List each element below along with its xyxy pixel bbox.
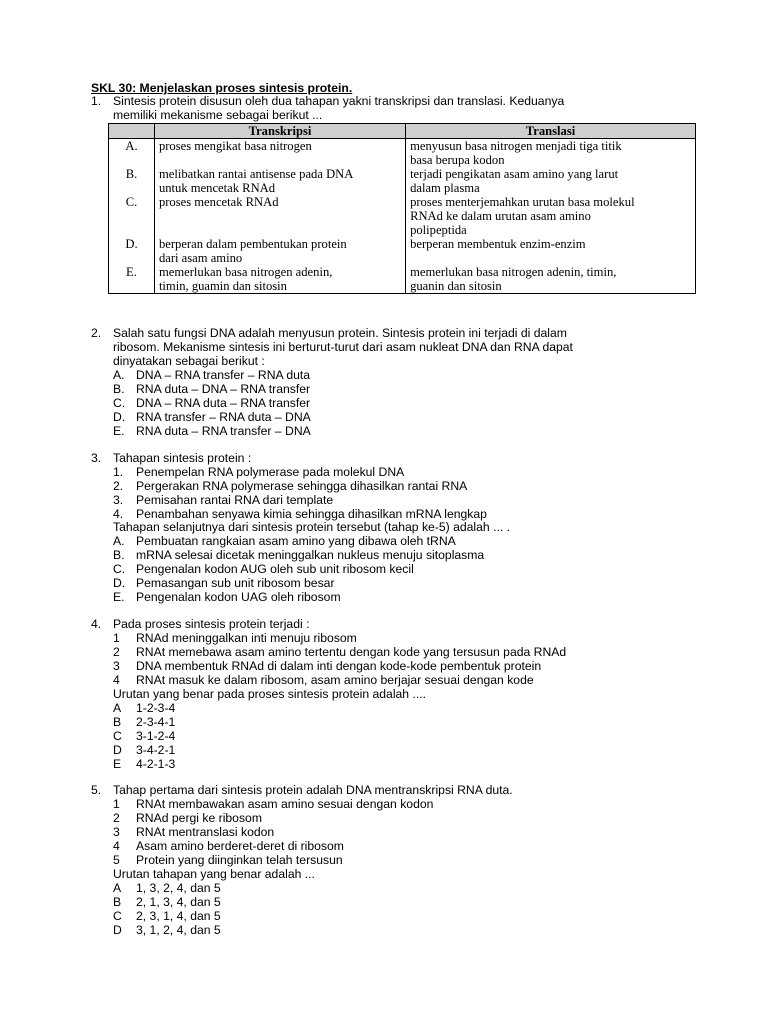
q4-option-c-text: 3-1-2-4 [136, 729, 176, 743]
q3-step-3-num: 3. [113, 493, 124, 507]
q3-step-2-text: Pergerakan RNA polymerase sehingga dihasilkan rantai RNA [136, 479, 468, 493]
q3-step-4-text: Penambahan senyawa kimia sehingga dihasilkan mRNA lengkap [136, 507, 487, 521]
cell-text: memerlukan basa nitrogen adenin, timin, [410, 265, 617, 279]
row-letter: B. [109, 167, 155, 195]
q5-option-c-text: 2, 3, 1, 4, dan 5 [136, 909, 221, 923]
q4-option-d-letter: D [113, 743, 122, 757]
q5-step-5-text: Protein yang diinginkan telah tersusun [136, 853, 343, 867]
cell-text: basa berupa kodon [410, 153, 505, 167]
q5-step-1-text: RNAt membawakan asam amino sesuai dengan kodon [136, 797, 434, 811]
q3-option-c-letter: C. [113, 562, 126, 576]
table-header-transkripsi: Transkripsi [154, 124, 405, 139]
q4-option-d-text: 3-4-2-1 [136, 743, 176, 757]
q3-step-4-num: 4. [113, 507, 124, 521]
row-letter: D. [109, 237, 155, 265]
q2-option-c-letter: C. [113, 396, 126, 410]
q4-step-3-text: DNA membentuk RNAd di dalam inti dengan kode-kode pembentuk protein [136, 659, 542, 673]
cell-text: dalam plasma [410, 181, 480, 195]
q2-option-e-text: RNA duta – RNA transfer – DNA [136, 424, 311, 438]
translasi-cell [406, 237, 696, 265]
q4-step-4-text: RNAt masuk ke dalam ribosom, asam amino berjajar sesuai dengan kode [136, 673, 534, 687]
q5-step-3-text: RNAt mentranslasi kodon [136, 825, 275, 839]
q3-option-c-text: Pengenalan kodon AUG oleh sub unit ribosom kecil [136, 562, 414, 576]
cell-text: timin, guamin dan sitosin [158, 279, 287, 293]
transkripsi-cell [154, 139, 405, 168]
cell-text: proses menterjemahkan urutan basa molekul [410, 195, 635, 209]
q2-option-b-letter: B. [113, 382, 125, 396]
cell-text: berperan membentuk enzim-enzim [410, 237, 586, 251]
q2-option-c-text: DNA – RNA duta – RNA transfer [136, 396, 311, 410]
table-row [109, 237, 696, 265]
cell-text: berperan dalam pembentukan protein [158, 237, 347, 251]
q2-option-a-letter: A. [113, 368, 125, 382]
row-letter: C. [109, 195, 155, 237]
q3-step-1-num: 1. [113, 465, 124, 479]
cell-text: menyusun basa nitrogen menjadi tiga titik [410, 139, 622, 153]
q2-option-d-text: RNA transfer – RNA duta – DNA [136, 410, 311, 424]
q2-text-line1: Salah satu fungsi DNA adalah menyusun protein. Sintesis protein ini terjadi di dalam [113, 326, 567, 340]
q3-step-1-text: Penempelan RNA polymerase pada molekul DNA [136, 465, 405, 479]
cell-text: dari asam amino [158, 251, 243, 265]
q3-option-d-letter: D. [113, 576, 126, 590]
q4-option-b-text: 2-3-4-1 [136, 715, 176, 729]
q5-step-5-num: 5 [113, 853, 120, 867]
table-row [109, 265, 696, 294]
q4-step-1-text: RNAd meninggalkan inti menuju ribosom [136, 631, 357, 645]
q5-text-line1: Tahap pertama dari sintesis protein adalah DNA mentranskripsi RNA duta. [113, 783, 513, 797]
q4-option-e-letter: E [113, 757, 122, 771]
translasi-cell [406, 265, 696, 294]
q4-step-1-num: 1 [113, 631, 120, 645]
q3-option-b-text: mRNA selesai dicetak meninggalkan nukleus menuju sitoplasma [136, 548, 485, 562]
q5-step-3-num: 3 [113, 825, 120, 839]
cell-text: guanin dan sitosin [410, 279, 502, 293]
q5-step-2-num: 2 [113, 811, 120, 825]
q1-number: 1. [91, 94, 102, 108]
q5-step-4-text: Asam amino berderet-deret di ribosom [136, 839, 344, 853]
q4-text-line1: Pada proses sintesis protein terjadi : [113, 617, 310, 631]
q4-step-3-num: 3 [113, 659, 120, 673]
q2-number: 2. [91, 326, 102, 340]
table-header-row [109, 124, 696, 139]
q1-comparison-table [108, 123, 696, 294]
transkripsi-cell [154, 265, 405, 294]
translasi-cell [406, 167, 696, 195]
q4-option-a-text: 1-2-3-4 [136, 701, 176, 715]
q3-option-d-text: Pemasangan sub unit ribosom besar [136, 576, 335, 590]
q3-step-3-text: Pemisahan rantai RNA dari template [136, 493, 334, 507]
table-row [109, 139, 696, 168]
q5-option-b-text: 2, 1, 3, 4, dan 5 [136, 895, 221, 909]
q3-option-b-letter: B. [113, 548, 125, 562]
q2-option-a-text: DNA – RNA transfer – RNA duta [136, 368, 311, 382]
q3-option-e-letter: E. [113, 590, 125, 604]
q4-option-c-letter: C [113, 729, 122, 743]
q5-option-b-letter: B [113, 895, 122, 909]
cell-text: memerlukan basa nitrogen adenin, [158, 265, 333, 279]
table-header-translasi: Translasi [406, 124, 696, 139]
translasi-cell [406, 139, 696, 168]
q3-option-a-letter: A. [113, 534, 125, 548]
q3-number: 3. [91, 451, 102, 465]
q3-question: Tahapan selanjutnya dari sintesis protein tersebut (tahap ke-5) adalah ... . [113, 520, 511, 534]
q5-step-1-num: 1 [113, 797, 120, 811]
page-heading: SKL 30: Menjelaskan proses sintesis protein. [91, 81, 353, 95]
cell-text: untuk mencetak RNAd [158, 181, 276, 195]
q5-option-c-letter: C [113, 909, 122, 923]
q5-step-4-num: 4 [113, 839, 120, 853]
table-header-blank [109, 124, 155, 139]
table-row [109, 195, 696, 237]
q5-option-a-text: 1, 3, 2, 4, dan 5 [136, 881, 221, 895]
q3-step-2-num: 2. [113, 479, 124, 493]
q4-number: 4. [91, 617, 102, 631]
q2-option-e-letter: E. [113, 424, 125, 438]
q2-text-line3: dinyatakan sebagai berikut : [113, 354, 265, 368]
transkripsi-cell [154, 195, 405, 237]
q1-text-line1: Sintesis protein disusun oleh dua tahapan yakni transkripsi dan translasi. Keduanya [113, 94, 565, 108]
transkripsi-cell [154, 237, 405, 265]
q4-option-b-letter: B [113, 715, 122, 729]
q5-number: 5. [91, 783, 102, 797]
q3-option-a-text: Pembuatan rangkaian asam amino yang dibawa oleh tRNA [136, 534, 456, 548]
q2-option-b-text: RNA duta – DNA – RNA transfer [136, 382, 311, 396]
q5-option-d-text: 3, 1, 2, 4, dan 5 [136, 923, 221, 937]
q4-option-a-letter: A [113, 701, 122, 715]
q4-step-4-num: 4 [113, 673, 120, 687]
transkripsi-cell [154, 167, 405, 195]
q5-option-d-letter: D [113, 923, 122, 937]
q3-text-line1: Tahapan sintesis protein : [113, 451, 252, 465]
cell-text: RNAd ke dalam urutan asam amino [410, 209, 591, 223]
q4-step-2-text: RNAt memebawa asam amino tertentu dengan kode yang tersusun pada RNAd [136, 645, 567, 659]
q5-question: Urutan tahapan yang benar adalah ... [113, 867, 315, 881]
cell-text: polipeptida [410, 223, 467, 237]
q4-step-2-num: 2 [113, 645, 120, 659]
q1-text-line2: memiliki mekanisme sebagai berikut ... [113, 108, 323, 122]
cell-text: proses mencetak RNAd [158, 195, 279, 209]
cell-text: terjadi pengikatan asam amino yang larut [410, 167, 619, 181]
table-row [109, 167, 696, 195]
cell-text: melibatkan rantai antisense pada DNA [158, 167, 354, 181]
row-letter: E. [109, 265, 155, 294]
cell-text: proses mengikat basa nitrogen [158, 139, 312, 153]
q3-option-e-text: Pengenalan kodon UAG oleh ribosom [136, 590, 341, 604]
q2-text-line2: ribosom. Mekanisme sintesis ini berturut-turut dari asam nukleat DNA dan RNA dapat [113, 340, 573, 354]
q4-option-e-text: 4-2-1-3 [136, 757, 176, 771]
q5-option-a-letter: A [113, 881, 122, 895]
q2-option-d-letter: D. [113, 410, 126, 424]
translasi-cell [406, 195, 696, 237]
q4-question: Urutan yang benar pada proses sintesis protein adalah .... [113, 687, 427, 701]
q5-step-2-text: RNAd pergi ke ribosom [136, 811, 262, 825]
row-letter: A. [109, 139, 155, 168]
